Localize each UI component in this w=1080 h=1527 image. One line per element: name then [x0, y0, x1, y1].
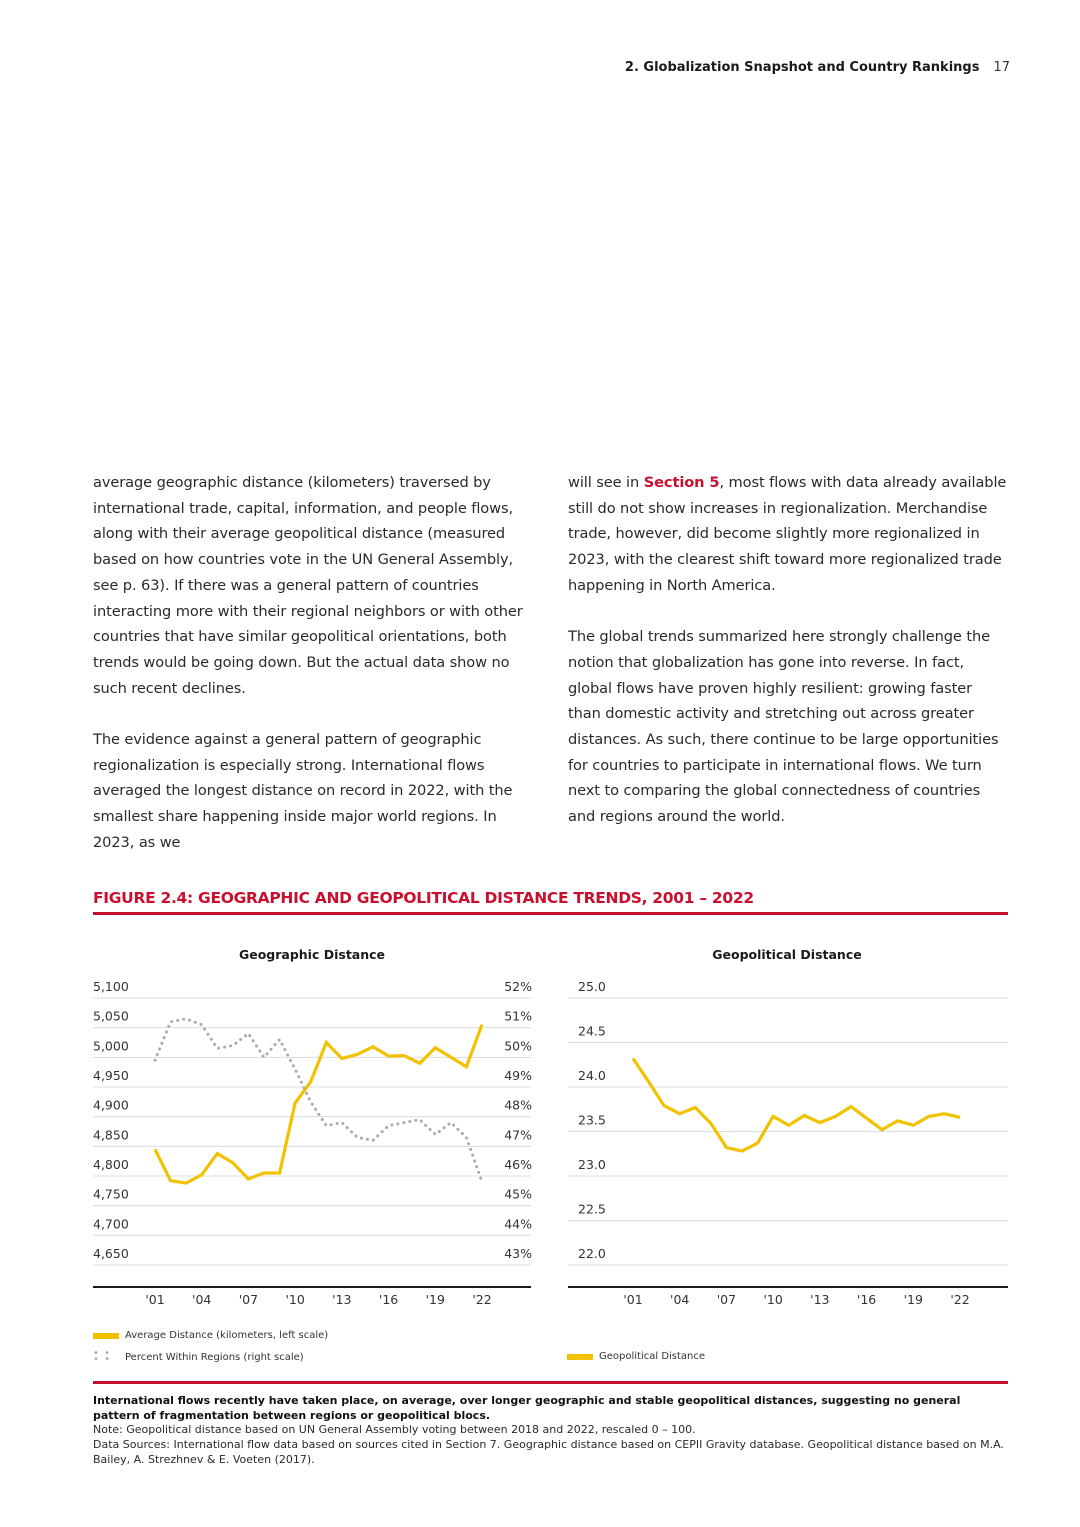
data-point: [663, 1104, 666, 1107]
x-tick-label: '07: [716, 1292, 737, 1307]
y-tick-label-left: 22.5: [578, 1201, 606, 1217]
data-point: [927, 1115, 930, 1118]
data-point: [865, 1117, 868, 1120]
data-point: [481, 1180, 484, 1183]
x-tick-label: '07: [238, 1292, 259, 1307]
y-tick-label-right: 48%: [504, 1097, 532, 1113]
data-point: [850, 1105, 853, 1108]
data-point: [465, 1065, 468, 1068]
data-point: [216, 1152, 219, 1155]
data-point: [278, 1038, 281, 1041]
data-point: [340, 1121, 343, 1124]
x-tick-label: '10: [285, 1292, 305, 1307]
body-text: , most flows with data already available still do not show increases in regionalization. Merchandise trade, however, did become slightly more regionalized in 2023, with the clearest shift toward more regionalized trade happening in North America.: [568, 474, 1007, 594]
data-point: [449, 1121, 452, 1124]
legend-swatch-solid: [567, 1354, 593, 1360]
y-tick-label-left: 22.0: [578, 1246, 606, 1261]
y-tick-label-left: 24.5: [578, 1023, 606, 1039]
data-point: [647, 1080, 650, 1083]
data-point: [787, 1124, 790, 1127]
data-point: [678, 1112, 681, 1115]
y-tick-label-left: 4,850: [93, 1127, 129, 1143]
y-tick-label-left: 4,950: [93, 1068, 129, 1083]
x-tick-label: '04: [192, 1292, 212, 1307]
data-point: [216, 1047, 219, 1050]
legend-label: Percent Within Regions (right scale): [125, 1351, 304, 1363]
x-tick-label: '22: [472, 1292, 492, 1307]
data-point: [263, 1172, 266, 1175]
legend-swatch-solid: [93, 1333, 119, 1339]
body-paragraph: average geographic distance (kilometers) traversed by international trade, capital, information, and people flows, along with their average geopolitical distance (measured based on how countries vote in the UN General Assembly, see p. 63). If there was a general pattern of countries interacting more with their regional neighbors or with other countries that have similar geopolitical orientations, both trends would be going down. But the actual data show no such recent declines.: [93, 474, 523, 697]
legend-label: Average Distance (kilometers, left scale): [125, 1330, 329, 1341]
y-tick-label-right: 50%: [504, 1038, 532, 1054]
data-point: [387, 1055, 390, 1058]
body-paragraph: The evidence against a general pattern of geographic regionalization is especially strong. International flows averaged the longest distance on record in 2022, with the smallest share happening inside major world regions. In 2023, as we: [93, 731, 513, 851]
caption-summary: International flows recently have taken place, on average, over longer geographic and stable geopolitical distances, suggesting no general pattern of fragmentation between regions or geopolitical blocs.: [93, 1394, 961, 1422]
page-number: 17: [993, 60, 1010, 75]
data-point: [325, 1124, 328, 1127]
geopolitical-distance-chart: [568, 947, 1008, 1307]
data-point: [959, 1116, 962, 1119]
y-tick-label-right: 51%: [504, 1008, 532, 1024]
x-tick-label: '22: [950, 1292, 970, 1307]
data-point: [200, 1173, 203, 1176]
x-tick-label: '01: [145, 1292, 165, 1307]
data-point: [772, 1115, 775, 1118]
caption-note: Note: Geopolitical distance based on UN General Assembly voting between 2018 and 2022, rescaled 0 – 100.: [93, 1423, 696, 1437]
y-tick-label-right: 46%: [504, 1157, 532, 1172]
y-tick-label-left: 5,000: [93, 1038, 129, 1054]
y-tick-label-left: 4,700: [93, 1216, 129, 1232]
legend-item-percent-within-regions: [93, 1348, 304, 1365]
data-point: [756, 1142, 759, 1145]
y-tick-label-left: 23.0: [578, 1157, 606, 1172]
data-point: [154, 1148, 157, 1151]
data-point: [356, 1136, 359, 1139]
data-point: [169, 1020, 172, 1023]
figure-bottom-rule: [93, 1381, 1008, 1384]
data-point: [185, 1182, 188, 1185]
x-tick-label: '13: [810, 1292, 830, 1307]
data-point: [418, 1118, 421, 1121]
data-point: [294, 1102, 297, 1105]
data-point: [481, 1023, 484, 1026]
data-point: [694, 1106, 697, 1109]
data-point: [294, 1068, 297, 1071]
data-point: [741, 1150, 744, 1153]
data-point: [912, 1124, 915, 1127]
data-point: [372, 1139, 375, 1142]
y-tick-label-left: 24.0: [578, 1068, 606, 1083]
x-tick-label: '16: [856, 1292, 877, 1307]
data-point: [803, 1114, 806, 1117]
data-point: [278, 1172, 281, 1175]
y-tick-label-left: 4,800: [93, 1157, 129, 1172]
data-point: [247, 1177, 250, 1180]
y-tick-label-right: 45%: [504, 1186, 532, 1202]
section-5-link[interactable]: Section 5: [643, 474, 720, 491]
y-tick-label-left: 5,100: [93, 979, 129, 994]
data-point: [231, 1161, 234, 1164]
data-point: [632, 1057, 635, 1060]
y-tick-label-left: 4,650: [93, 1246, 129, 1261]
data-point: [434, 1046, 437, 1049]
data-point: [309, 1080, 312, 1083]
data-point: [418, 1062, 421, 1065]
data-point: [231, 1044, 234, 1047]
y-tick-label-left: 4,750: [93, 1186, 129, 1202]
figure-title: FIGURE 2.4: GEOGRAPHIC AND GEOPOLITICAL DISTANCE TRENDS, 2001 – 2022: [93, 889, 754, 907]
data-point: [356, 1053, 359, 1056]
x-tick-label: '01: [623, 1292, 643, 1307]
data-point: [434, 1133, 437, 1136]
y-tick-label-left: 23.5: [578, 1112, 606, 1128]
y-tick-label-left: 5,050: [93, 1008, 129, 1024]
legend-item-average-distance: [93, 1330, 328, 1341]
section-title: 2. Globalization Snapshot and Country Rankings: [624, 60, 980, 75]
y-tick-label-left: 4,900: [93, 1097, 129, 1113]
series-line-percent-within-regions: [155, 1019, 482, 1182]
data-point: [325, 1041, 328, 1044]
y-tick-label-right: 52%: [504, 979, 532, 994]
data-point: [403, 1121, 406, 1124]
x-tick-label: '19: [903, 1292, 923, 1307]
y-tick-label-right: 43%: [504, 1246, 532, 1261]
data-point: [465, 1136, 468, 1139]
x-tick-label: '04: [670, 1292, 690, 1307]
data-point: [896, 1119, 899, 1122]
y-tick-label-left: 25.0: [578, 979, 606, 994]
x-tick-label: '10: [763, 1292, 783, 1307]
y-tick-label-right: 44%: [504, 1216, 532, 1232]
data-point: [449, 1056, 452, 1059]
data-point: [725, 1146, 728, 1149]
x-tick-label: '19: [425, 1292, 445, 1307]
x-tick-label: '13: [332, 1292, 352, 1307]
data-point: [247, 1032, 250, 1035]
data-point: [185, 1017, 188, 1020]
chart-title: Geographic Distance: [238, 947, 386, 962]
legend-item-geopolitical-distance: [567, 1351, 705, 1362]
data-point: [372, 1045, 375, 1048]
data-point: [309, 1100, 312, 1103]
series-line-geopolitical-distance: [633, 1059, 960, 1152]
body-paragraph: The global trends summarized here strongly challenge the notion that globalization has gone into reverse. In fact, global flows have proven highly resilient: growing faster than domestic activity and stretching out across greater distances. As such, there continue to be large opportunities for countries to participate in international flows. We turn next to comparing the global connectedness of countries and regions around the world.: [568, 628, 999, 826]
data-point: [834, 1115, 837, 1118]
figure-caption: [93, 1394, 1008, 1468]
x-tick-label: '16: [378, 1292, 399, 1307]
data-point: [263, 1056, 266, 1059]
data-point: [340, 1057, 343, 1060]
series-line-average-distance-kilometers-left-scale: [155, 1025, 482, 1183]
data-point: [943, 1112, 946, 1115]
body-text: will see in: [568, 474, 644, 491]
legend-swatch-dotted: • • • •: [93, 1348, 111, 1365]
data-point: [881, 1128, 884, 1131]
data-point: [818, 1121, 821, 1124]
caption-sources: Data Sources: International flow data based on sources cited in Section 7. Geographic distance based on CEPII Gravity database. Geopolitical distance based on M.A. Bailey, A. Strezhnev & E. Voeten (2017).: [93, 1438, 1004, 1466]
data-point: [709, 1122, 712, 1125]
data-point: [154, 1059, 157, 1062]
data-point: [403, 1054, 406, 1057]
chart-title: Geopolitical Distance: [712, 947, 862, 962]
data-point: [200, 1023, 203, 1026]
y-tick-label-right: 47%: [504, 1127, 532, 1143]
geographic-distance-chart: [93, 947, 532, 1307]
data-point: [387, 1124, 390, 1127]
y-tick-label-right: 49%: [504, 1068, 532, 1083]
data-point: [169, 1179, 172, 1182]
legend-label: Geopolitical Distance: [599, 1351, 706, 1362]
